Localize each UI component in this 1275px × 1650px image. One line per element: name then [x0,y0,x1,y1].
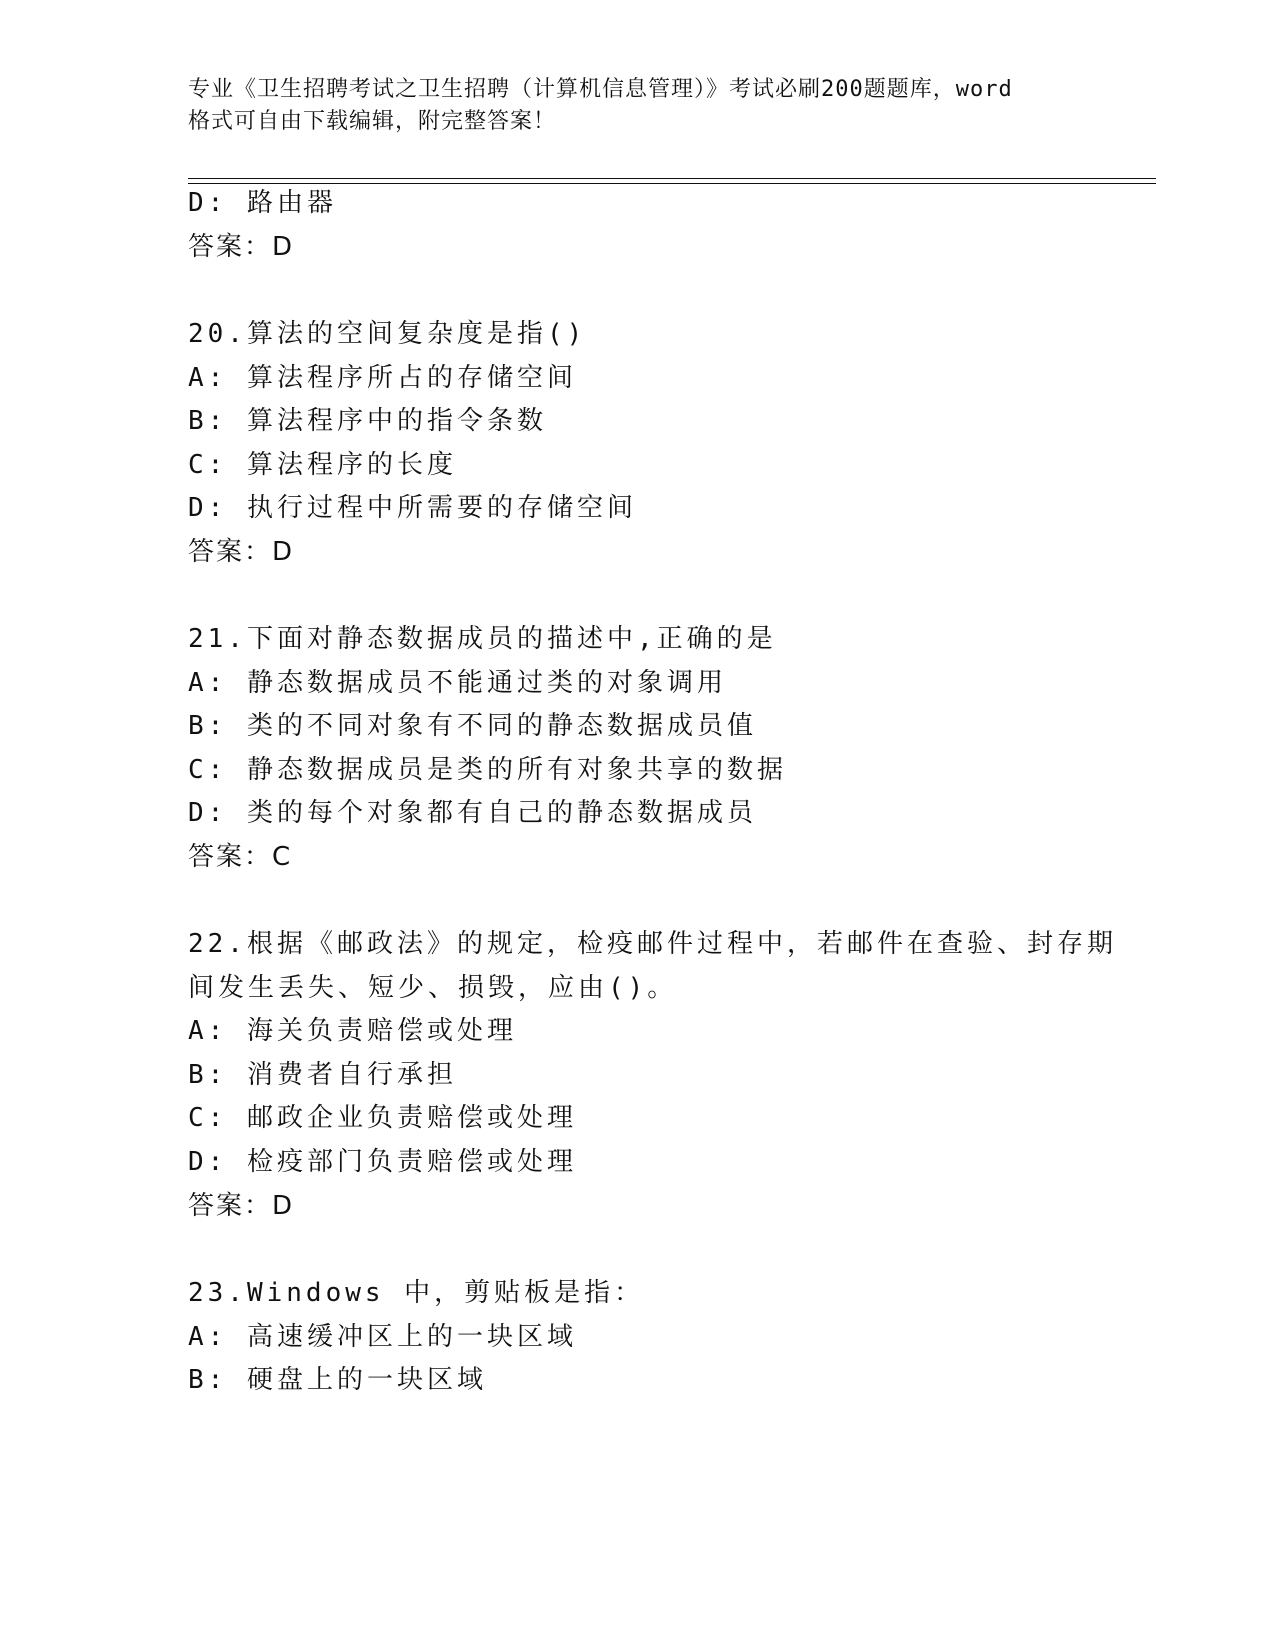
option-b: B: 消费者自行承担 [188,1060,457,1090]
option-d: D: 路由器 [188,188,337,218]
answer-line: 答案：D [188,232,295,262]
option-a: A: 高速缓冲区上的一块区域 [188,1322,577,1352]
question-stem-line-2: 间发生丢失、短少、损毁，应由()。 [188,973,678,1003]
option-d: D: 类的每个对象都有自己的静态数据成员 [188,798,757,828]
question-stem: 20.算法的空间复杂度是指() [188,319,587,349]
option-c: C: 邮政企业负责赔偿或处理 [188,1103,577,1133]
option-c: C: 静态数据成员是类的所有对象共享的数据 [188,755,787,785]
answer-line: 答案：C [188,842,293,872]
option-d: D: 检疫部门负责赔偿或处理 [188,1147,577,1177]
answer-line: 答案：D [188,537,295,567]
option-d: D: 执行过程中所需要的存储空间 [188,493,637,523]
question-stem: 23.Windows 中，剪贴板是指： [188,1278,645,1308]
option-a: A: 静态数据成员不能通过类的对象调用 [188,668,727,698]
answer-line: 答案：D [188,1191,295,1221]
question-stem: 21.下面对静态数据成员的描述中,正确的是 [188,624,777,654]
option-b: B: 硬盘上的一块区域 [188,1365,487,1395]
option-b: B: 算法程序中的指令条数 [188,406,547,436]
option-a: A: 海关负责赔偿或处理 [188,1016,517,1046]
header-text [188,74,1088,138]
option-c: C: 算法程序的长度 [188,450,457,480]
header-line-2: 格式可自由下载编辑，附完整答案！ [188,109,557,134]
header-line-1: 专业《卫生招聘考试之卫生招聘（计算机信息管理）》考试必刷200题题库，word [188,77,1013,102]
option-a: A: 算法程序所占的存储空间 [188,363,577,393]
question-stem-line-1: 22.根据《邮政法》的规定，检疫邮件过程中，若邮件在查验、封存期 [188,929,1117,959]
option-b: B: 类的不同对象有不同的静态数据成员值 [188,711,757,741]
header-divider-top [188,178,1156,179]
header-divider-bottom [188,183,1156,184]
